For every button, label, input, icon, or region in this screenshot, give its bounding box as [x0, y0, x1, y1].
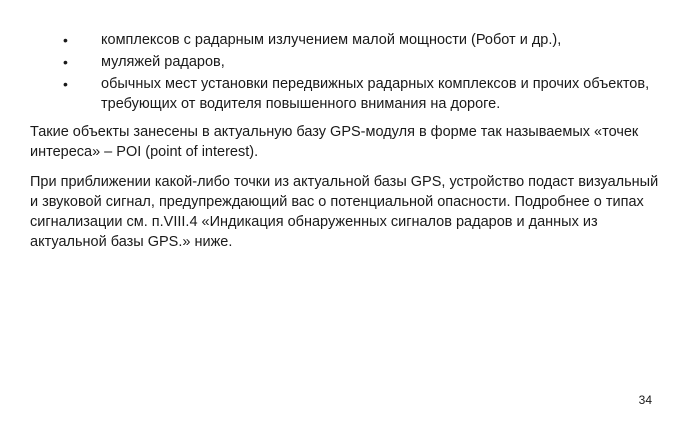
bullet-icon: • [63, 54, 68, 70]
bullet-icon: • [63, 76, 68, 92]
list-item [62, 74, 662, 114]
paragraph-signal: При приближении какой-либо точки из актуальной базы GPS, устройство подаст визуальный и звуковой сигнал, предупреждающий вас о потенциальной опасности. Подробнее о типах сигнализации см. п.VIII.4 «Индикация обнаруженных сигналов радаров и данных из актуальной базы GPS.» ниже. [30, 174, 659, 250]
list-item-text: комплексов с радарным излучением малой мощности (Робот и др.), [101, 32, 562, 48]
page-number: 34 [638, 393, 652, 407]
paragraph-poi: Такие объекты занесены в актуальную базу GPS-модуля в форме так называемых «точек интереса» – POI (point of interest). [30, 124, 639, 160]
bullet-list [62, 30, 662, 116]
list-item-text: муляжей радаров, [101, 54, 225, 70]
bullet-icon: • [63, 32, 68, 48]
list-item [62, 52, 662, 72]
list-item-text: обычных мест установки передвижных радарных комплексов и прочих объектов, требующих от водителя повышенного внимания на дороге. [101, 76, 650, 112]
list-item [62, 30, 662, 50]
